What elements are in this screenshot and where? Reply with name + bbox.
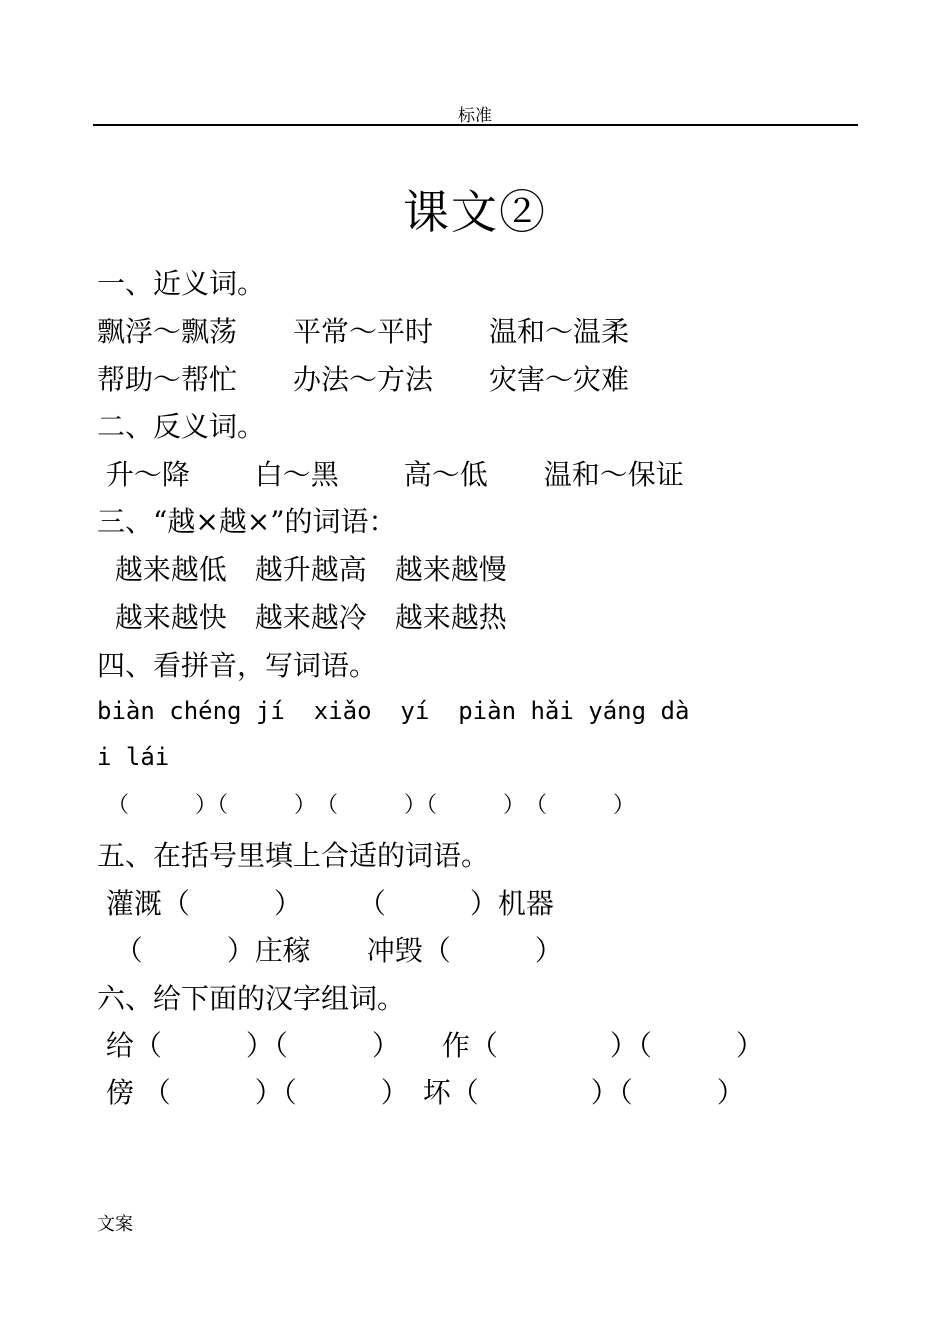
pinyin-line-2: i lái [97, 743, 170, 771]
synonym-row-1: 飘浮～飘荡 平常～平时 温和～温柔 [97, 315, 630, 348]
section-2-heading: 二、反义词。 [97, 410, 266, 443]
section-3-heading: 三、“越×越×”的词语： [97, 505, 397, 538]
page-footer: 文案 [97, 1214, 133, 1235]
section-5-heading: 五、在括号里填上合适的词语。 [97, 839, 490, 872]
section-1-heading: 一、近义词。 [97, 267, 266, 300]
pinyin-answer-blanks: （ ）（ ） （ ）（ ） （ ） [107, 793, 636, 818]
section-4-heading: 四、看拼音，写词语。 [97, 649, 378, 682]
phrase-row-2: 越来越快 越来越冷 越来越热 [97, 601, 507, 634]
pinyin-line-1: biàn chéng jí xiǎo yí piàn hǎi yáng dà [97, 697, 690, 725]
word-group-row-1: 给（ ）（ ） 作（ ）（ ） [97, 1029, 764, 1062]
phrase-row-1: 越来越低 越升越高 越来越慢 [97, 553, 507, 586]
fill-row-2: （ ）庄稼 冲毁（ ） [97, 934, 563, 967]
word-group-row-2: 傍 （ ）（ ） 坏（ ）（ ） [97, 1076, 745, 1109]
antonym-row: 升～降 白～黑 高～低 温和～保证 [97, 458, 684, 491]
header-rule [93, 124, 858, 126]
section-6-heading: 六、给下面的汉字组词。 [97, 982, 406, 1015]
synonym-row-2: 帮助～帮忙 办法～方法 灾害～灾难 [97, 363, 630, 396]
fill-row-1: 灌溉（ ） （ ）机器 [97, 887, 554, 920]
page-header: 标准 [458, 106, 492, 126]
page-title: 课文② [403, 185, 547, 239]
